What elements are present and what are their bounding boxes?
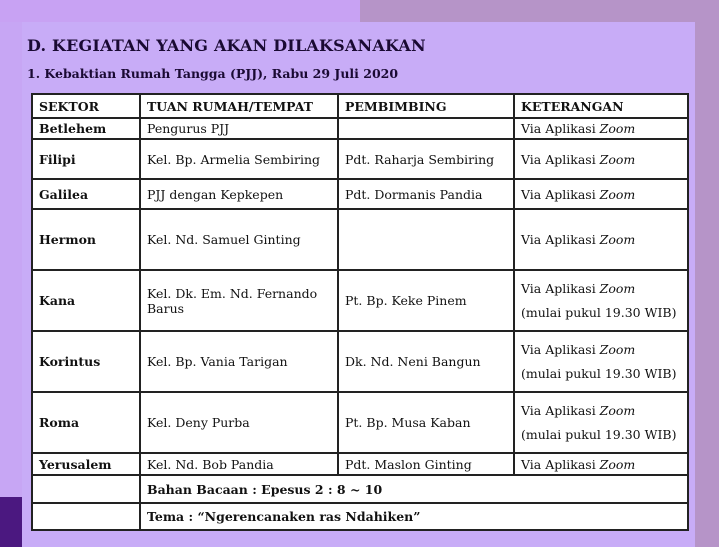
header-tuan-rumah: TUAN RUMAH/TEMPAT [140, 94, 338, 118]
cell-tempat: Pengurus PJJ [140, 118, 338, 139]
ket-app: Zoom [599, 232, 636, 247]
table-row [32, 118, 688, 139]
ket-prefix: Via Aplikasi [521, 151, 600, 167]
cell-keterangan [514, 392, 688, 453]
ket-prefix: Via Aplikasi [521, 403, 600, 418]
empty-cell [32, 475, 140, 503]
cell-pembimbing: Pt. Bp. Musa Kaban [338, 392, 514, 453]
ket-prefix: Via Aplikasi [521, 456, 600, 472]
header-pembimbing: PEMBIMBING [338, 94, 514, 118]
ket-prefix: Via Aplikasi [521, 121, 600, 136]
cell-sektor: Roma [32, 392, 140, 453]
ket-prefix: Via Aplikasi [521, 281, 600, 296]
ket-prefix: Via Aplikasi [521, 186, 600, 202]
cell-tempat: Kel. Bp. Armelia Sembiring [140, 139, 338, 179]
background-top-right [360, 0, 719, 22]
cell-pembimbing [338, 118, 514, 139]
empty-cell [32, 503, 140, 530]
ket-app: Zoom [599, 121, 636, 136]
cell-sektor: Betlehem [32, 118, 140, 139]
cell-tempat: Kel. Nd. Samuel Ginting [140, 209, 338, 270]
cell-tempat: Kel. Deny Purba [140, 392, 338, 453]
ket-time-note: (mulai pukul 19.30 WIB) [521, 427, 677, 442]
reading-row [32, 475, 688, 503]
cell-pembimbing: Pdt. Maslon Ginting [338, 453, 514, 475]
ket-app: Zoom [599, 456, 636, 472]
background-right-strip [695, 0, 719, 547]
cell-pembimbing: Pt. Bp. Keke Pinem [338, 270, 514, 331]
bahan-bacaan: Bahan Bacaan : Epesus 2 : 8 ~ 10 [140, 475, 688, 503]
header-keterangan: KETERANGAN [514, 94, 688, 118]
cell-sektor: Kana [32, 270, 140, 331]
table-row [32, 392, 688, 453]
ket-app: Zoom [599, 403, 636, 418]
section-subheading: 1. Kebaktian Rumah Tangga (PJJ), Rabu 29 Juli 2020 [27, 66, 399, 81]
tema: Tema : “Ngerencanaken ras Ndahiken” [140, 503, 688, 530]
slide-content [22, 22, 695, 547]
table-row [32, 209, 688, 270]
cell-sektor: Yerusalem [32, 453, 140, 475]
cell-pembimbing [338, 209, 514, 270]
cell-tempat: Kel. Nd. Bob Pandia [140, 453, 338, 475]
table-row [32, 453, 688, 475]
cell-keterangan [514, 179, 688, 209]
background-top-left [0, 0, 360, 22]
cell-keterangan [514, 139, 688, 179]
cell-sektor: Galilea [32, 179, 140, 209]
ket-app: Zoom [599, 281, 636, 296]
cell-pembimbing: Dk. Nd. Neni Bangun [338, 331, 514, 392]
cell-sektor: Hermon [32, 209, 140, 270]
cell-sektor: Korintus [32, 331, 140, 392]
ket-prefix: Via Aplikasi [521, 232, 600, 247]
ket-app: Zoom [599, 186, 636, 202]
cell-keterangan [514, 331, 688, 392]
cell-keterangan [514, 453, 688, 475]
cell-pembimbing: Pdt. Raharja Sembiring [338, 139, 514, 179]
ket-time-note: (mulai pukul 19.30 WIB) [521, 366, 677, 381]
cell-keterangan [514, 118, 688, 139]
table-row [32, 139, 688, 179]
ket-app: Zoom [599, 342, 636, 357]
cell-tempat: Kel. Bp. Vania Tarigan [140, 331, 338, 392]
theme-row [32, 503, 688, 530]
cell-tempat: Kel. Dk. Em. Nd. Fernando Barus [140, 270, 338, 331]
section-heading: D. KEGIATAN YANG AKAN DILAKSANAKAN [27, 36, 426, 55]
cell-pembimbing: Pdt. Dormanis Pandia [338, 179, 514, 209]
table-row [32, 270, 688, 331]
ket-time-note: (mulai pukul 19.30 WIB) [521, 305, 677, 320]
cell-tempat: PJJ dengan Kepkepen [140, 179, 338, 209]
schedule-table [31, 93, 689, 531]
ket-prefix: Via Aplikasi [521, 342, 600, 357]
cell-keterangan [514, 209, 688, 270]
header-sektor: SEKTOR [32, 94, 140, 118]
background-bottom-left [0, 497, 22, 547]
cell-keterangan [514, 270, 688, 331]
table-header-row [32, 94, 688, 118]
table-row [32, 179, 688, 209]
table-row [32, 331, 688, 392]
cell-sektor: Filipi [32, 139, 140, 179]
ket-app: Zoom [599, 151, 636, 167]
